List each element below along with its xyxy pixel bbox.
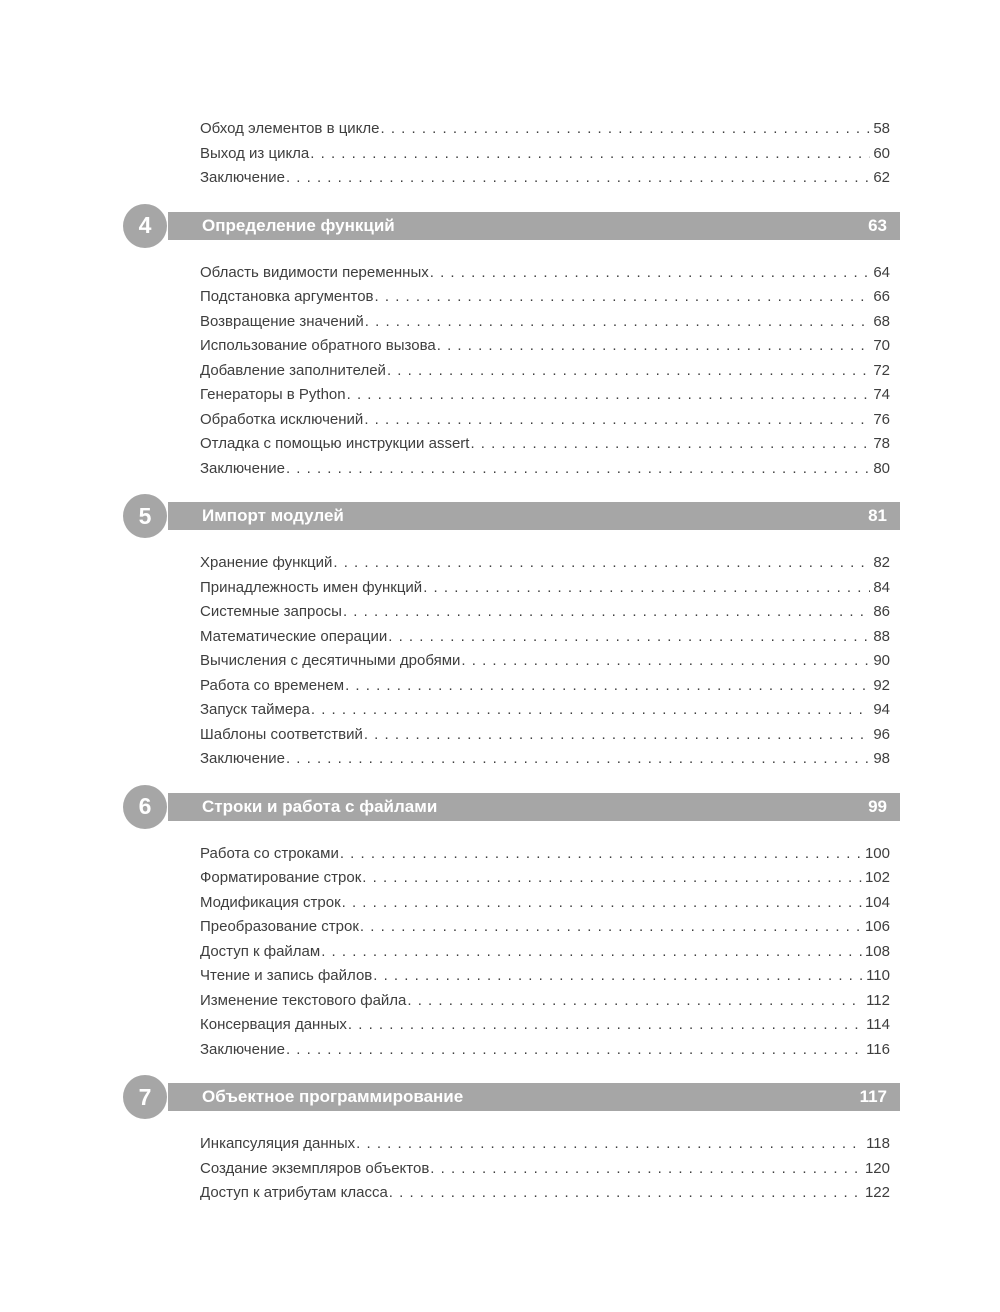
chapter-page-number: 117 (859, 1087, 887, 1106)
toc-entry (200, 1181, 890, 1206)
toc-entry (200, 698, 890, 723)
toc-entry-page: 102 (864, 869, 890, 886)
toc-section-entries (200, 261, 890, 482)
dot-leader (286, 166, 870, 191)
toc-entry (200, 940, 890, 965)
toc-entry-title: Запуск таймера (200, 701, 310, 718)
toc-entry (200, 310, 890, 335)
toc-entry (200, 576, 890, 601)
toc-entry-page: 92 (873, 676, 890, 694)
dot-leader (333, 551, 870, 576)
toc-entry-page: 98 (873, 750, 890, 767)
dot-leader (286, 1038, 863, 1063)
toc-entry-page: 84 (873, 578, 890, 596)
dot-leader (381, 117, 871, 142)
toc-entry-title: Модификация строк (200, 893, 341, 911)
toc-entry-title: Создание экземпляров объектов (200, 1159, 430, 1177)
toc-entry (200, 383, 890, 408)
toc-entry-title: Обработка исключений (200, 410, 364, 428)
toc-entry-page: 100 (864, 844, 890, 862)
dot-leader (461, 649, 870, 674)
chapter-page-number: 99 (868, 796, 887, 816)
toc-entry-page: 76 (873, 410, 890, 428)
toc-section-entries (200, 551, 890, 772)
dot-leader (286, 457, 870, 482)
chapter-number-badge: 6 (123, 785, 167, 829)
toc-entry-title: Заключение (200, 169, 285, 186)
chapter-number-badge: 7 (123, 1075, 167, 1119)
dot-leader (387, 359, 870, 384)
toc-entry-title: Принадлежность имен функций (200, 578, 423, 596)
dot-leader (311, 698, 870, 723)
toc-entry-title: Заключение (200, 750, 285, 767)
toc-entry-page: 122 (864, 1184, 890, 1201)
toc-entry (200, 408, 890, 433)
toc-entry-page: 108 (864, 942, 890, 960)
toc-entry-title: Область видимости переменных (200, 263, 429, 281)
toc-entry (200, 334, 890, 359)
toc-section-entries (200, 117, 890, 191)
toc-entry (200, 649, 890, 674)
toc-entry (200, 842, 890, 867)
toc-entry-title: Шаблоны соответствий (200, 725, 363, 743)
toc-entry-page: 88 (873, 627, 890, 645)
dot-leader (362, 866, 862, 891)
toc-entry-title: Выход из цикла (200, 144, 310, 162)
toc-entry-title: Обход элементов в цикле (200, 120, 380, 137)
toc-entry-title: Доступ к атрибутам класса (200, 1184, 388, 1201)
dot-leader (348, 1013, 863, 1038)
toc-entry-title: Заключение (200, 459, 285, 477)
chapter-page-number: 63 (868, 215, 887, 235)
toc-entry-title: Доступ к файлам (200, 942, 321, 960)
toc-entry-page: 82 (873, 554, 890, 571)
toc-entry-page: 120 (864, 1159, 890, 1177)
toc-entry-page: 72 (873, 361, 890, 379)
toc-entry-page: 114 (866, 1016, 890, 1033)
toc-entry (200, 117, 890, 142)
toc-entry (200, 142, 890, 167)
toc-entry-title: Преобразование строк (200, 918, 359, 935)
toc-entry-page: 106 (864, 918, 890, 935)
chapter-number-badge: 4 (123, 204, 167, 248)
chapter-header (138, 1083, 900, 1111)
chapter-header (138, 793, 900, 821)
dot-leader (407, 989, 863, 1014)
toc-entry (200, 285, 890, 310)
toc-entry (200, 261, 890, 286)
toc-entry-page: 112 (866, 991, 890, 1009)
toc-entry-title: Использование обратного вызова (200, 337, 436, 354)
toc-entry-page: 70 (873, 337, 890, 354)
toc-entry (200, 915, 890, 940)
toc-entry-page: 80 (873, 459, 890, 477)
dot-leader (437, 334, 871, 359)
chapter-header (138, 212, 900, 240)
toc-section-entries (200, 1132, 890, 1206)
dot-leader (375, 285, 871, 310)
toc-entry (200, 1013, 890, 1038)
dot-leader (430, 1157, 862, 1182)
toc-entry-title: Добавление заполнителей (200, 361, 386, 379)
toc-entry-page: 116 (866, 1040, 890, 1058)
toc-entry-page: 58 (873, 120, 890, 137)
toc-entry-page: 68 (873, 312, 890, 330)
toc-entry-title: Подстановка аргументов (200, 288, 374, 305)
toc-entry-page: 60 (873, 144, 890, 162)
dot-leader (430, 261, 871, 286)
dot-leader (364, 408, 870, 433)
toc-entry-title: Хранение функций (200, 554, 333, 571)
dot-leader (343, 600, 870, 625)
chapter-title: Определение функций (202, 215, 395, 235)
toc-section-entries (200, 842, 890, 1063)
toc-entry (200, 1132, 890, 1157)
dot-leader (470, 432, 870, 457)
toc-entry-title: Консервация данных (200, 1016, 347, 1033)
dot-leader (364, 723, 870, 748)
toc-entry-page: 110 (866, 967, 890, 984)
chapter-title: Объектное программирование (202, 1087, 464, 1106)
toc-entry-page: 96 (873, 725, 890, 743)
toc-entry-title: Инкапсуляция данных (200, 1135, 356, 1152)
toc-entry-title: Отладка с помощью инструкции assert (200, 435, 470, 452)
toc-entry (200, 457, 890, 482)
chapter-title: Импорт модулей (202, 506, 344, 525)
toc-entry (200, 989, 890, 1014)
dot-leader (389, 1181, 862, 1206)
dot-leader (423, 576, 870, 601)
toc-entry (200, 551, 890, 576)
toc-entry-title: Возвращение значений (200, 312, 364, 330)
dot-leader (345, 674, 870, 699)
toc-entry (200, 891, 890, 916)
toc-entry-title: Чтение и запись файлов (200, 967, 373, 984)
toc-entry (200, 674, 890, 699)
toc-entry (200, 747, 890, 772)
dot-leader (356, 1132, 863, 1157)
toc-entry-title: Работа со временем (200, 676, 345, 694)
toc-entry-page: 90 (873, 652, 890, 669)
toc-entry-page: 86 (873, 603, 890, 620)
toc (0, 117, 1000, 1206)
toc-entry (200, 723, 890, 748)
toc-entry-title: Математические операции (200, 627, 388, 645)
toc-entry-page: 118 (866, 1135, 890, 1152)
toc-entry-page: 66 (873, 288, 890, 305)
dot-leader (286, 747, 870, 772)
toc-entry-title: Вычисления с десятичными дробями (200, 652, 461, 669)
dot-leader (373, 964, 863, 989)
toc-entry (200, 166, 890, 191)
chapter-page-number: 81 (868, 506, 887, 525)
toc-entry-page: 64 (873, 263, 890, 281)
chapter-number-badge: 5 (123, 494, 167, 538)
toc-entry (200, 964, 890, 989)
dot-leader (388, 625, 870, 650)
toc-entry-page: 94 (873, 701, 890, 718)
toc-entry (200, 1157, 890, 1182)
toc-entry-title: Системные запросы (200, 603, 342, 620)
toc-entry (200, 359, 890, 384)
chapter-title: Строки и работа с файлами (202, 796, 438, 816)
toc-entry-page: 74 (873, 386, 890, 403)
dot-leader (342, 891, 862, 916)
toc-entry-title: Заключение (200, 1040, 285, 1058)
toc-entry-title: Работа со строками (200, 844, 339, 862)
toc-entry-page: 62 (873, 169, 890, 186)
dot-leader (360, 915, 862, 940)
toc-entry-page: 104 (864, 893, 890, 911)
toc-entry (200, 625, 890, 650)
dot-leader (321, 940, 862, 965)
toc-entry-title: Форматирование строк (200, 869, 362, 886)
toc-entry (200, 600, 890, 625)
toc-entry-title: Изменение текстового файла (200, 991, 407, 1009)
toc-entry (200, 1038, 890, 1063)
toc-entry (200, 866, 890, 891)
toc-entry-page: 78 (873, 435, 890, 452)
chapter-header (138, 502, 900, 530)
dot-leader (340, 842, 862, 867)
toc-entry (200, 432, 890, 457)
dot-leader (365, 310, 871, 335)
dot-leader (310, 142, 870, 167)
toc-entry-title: Генераторы в Python (200, 386, 346, 403)
dot-leader (347, 383, 871, 408)
